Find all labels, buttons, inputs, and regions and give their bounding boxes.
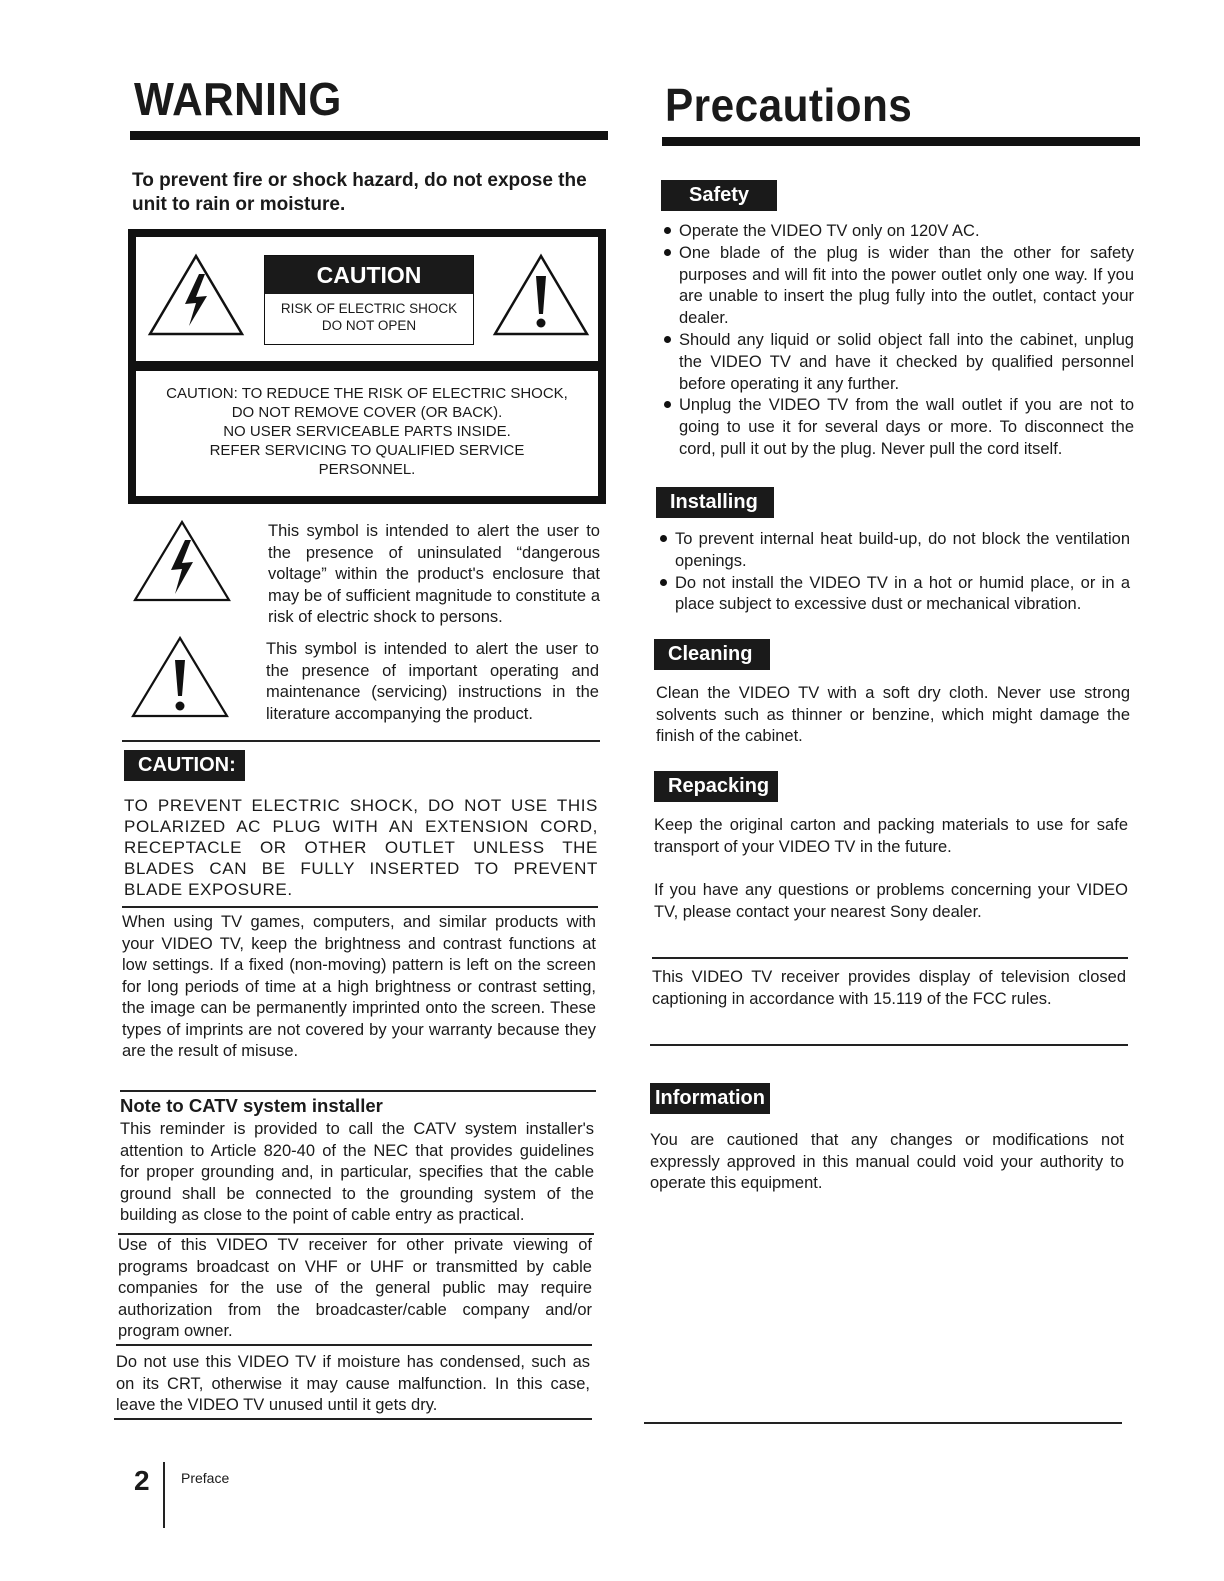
caution-box-line: DO NOT REMOVE COVER (OR BACK). <box>231 404 503 421</box>
instruction-symbol-text: This symbol is intended to alert the user to the presence of important operating and maintenance (servicing) instructions in the literature accompanying the product. <box>266 640 599 723</box>
divider <box>652 957 1128 959</box>
exclamation-triangle-icon <box>130 634 230 720</box>
divider <box>120 1090 596 1092</box>
caution-label-title: CAUTION <box>265 256 473 294</box>
warning-title-rule <box>130 131 608 140</box>
footer-divider <box>163 1462 165 1528</box>
divider <box>122 740 600 742</box>
safety-item: Operate the VIDEO TV only on 120V AC. <box>662 221 1134 243</box>
installing-item: Do not install the VIDEO TV in a hot or humid place, or in a place subject to excessive dust or mechanical vibration. <box>658 573 1130 617</box>
caution-box-divider <box>136 361 598 371</box>
installing-heading: Installing <box>656 487 774 518</box>
divider <box>114 1418 592 1420</box>
caution-label <box>264 255 474 345</box>
repacking-heading: Repacking <box>654 771 778 802</box>
divider <box>116 1344 592 1346</box>
captioning-text: This VIDEO TV receiver provides display of television closed captioning in accordance with 15.119 of the FCC rules. <box>652 968 1126 1008</box>
exclamation-triangle-icon <box>492 252 590 338</box>
cleaning-heading: Cleaning <box>654 639 770 670</box>
caution-label-sub1: RISK OF ELECTRIC SHOCK <box>280 301 458 316</box>
divider <box>650 1044 1128 1046</box>
fire-shock-warning: To prevent fire or shock hazard, do not expose the unit to rain or moisture. <box>132 170 587 215</box>
footer-section: Preface <box>181 1470 230 1486</box>
precautions-title: Precautions <box>665 79 913 131</box>
divider <box>122 906 598 908</box>
moisture-text: Do not use this VIDEO TV if moisture has condensed, such as on its CRT, otherwise it may cause malfunction. In this case, leave the VIDEO TV unused until it gets dry. <box>116 1353 590 1414</box>
repacking-text: Keep the original carton and packing materials to use for safe transport of your VIDEO TV in the future. <box>654 816 1128 856</box>
polarized-plug-caution: TO PREVENT ELECTRIC SHOCK, DO NOT USE THIS POLARIZED AC PLUG WITH AN EXTENSION CORD, RECEPTACLE OR OTHER OUTLET UNLESS THE BLADES CAN BE FULLY INSERTED TO PREVENT BLADE EXPOSURE. <box>124 796 598 899</box>
installing-item: To prevent internal heat build-up, do not block the ventilation openings. <box>658 529 1130 573</box>
safety-item: One blade of the plug is wider than the other for safety purposes and will fit into the power outlet only one way. If you are unable to insert the plug fully into the outlet, contact your dealer. <box>662 243 1134 330</box>
safety-item: Unplug the VIDEO TV from the wall outlet if you are not to going to use it for several days or more. To disconnect the cord, pull it out by the plug. Never pull the cord itself. <box>662 395 1134 460</box>
information-text: You are cautioned that any changes or modifications not expressly approved in this manual could void your authority to operate this equipment. <box>650 1131 1124 1192</box>
caution-box-line: NO USER SERVICEABLE PARTS INSIDE. <box>223 423 511 440</box>
tv-games-text: When using TV games, computers, and similar products with your VIDEO TV, keep the brightness and contrast functions at low settings. If a fixed (non-moving) pattern is left on the screen for long periods of time at a high brightness or contrast setting, the image can be permanently imprinted onto the screen. These types of imprints are not covered by your warranty because they are the result of misuse. <box>122 913 596 1060</box>
caution-box-line: REFER SERVICING TO QUALIFIED SERVICE <box>209 442 525 459</box>
divider <box>644 1422 1122 1424</box>
private-viewing-text: Use of this VIDEO TV receiver for other private viewing of programs broadcast on VHF or UHF or transmitted by cable companies for the use of the general public may require authorization from the broadcaster/cable company and/or program owner. <box>118 1236 592 1340</box>
safety-item: Should any liquid or solid object fall into the cabinet, unplug the VIDEO TV and have it checked by qualified personnel before operating it any further. <box>662 330 1134 395</box>
lightning-triangle-icon <box>147 252 245 338</box>
catv-text: This reminder is provided to call the CATV system installer's attention to Article 820-40 of the NEC that provides guidelines for proper grounding and, in particular, specifies that the cable ground shall be connected to the grounding system of the building as close to the point of cable entry as practical. <box>120 1120 594 1224</box>
warning-title: WARNING <box>134 73 342 125</box>
installing-list <box>658 529 1130 616</box>
information-heading: Information <box>650 1083 770 1114</box>
lightning-triangle-icon <box>132 518 232 604</box>
questions-text: If you have any questions or problems concerning your VIDEO TV, please contact your nearest Sony dealer. <box>654 881 1128 921</box>
caution-label-sub2: DO NOT OPEN <box>321 318 417 333</box>
voltage-symbol-text: This symbol is intended to alert the user to the presence of uninsulated “dangerous voltage” within the product's enclosure that may be of sufficient magnitude to constitute a risk of electric shock to persons. <box>268 522 600 626</box>
caution-box-line: PERSONNEL. <box>318 461 416 478</box>
page-number: 2 <box>134 1465 150 1496</box>
caution-box-line: CAUTION: TO REDUCE THE RISK OF ELECTRIC SHOCK, <box>166 385 568 402</box>
safety-list <box>662 221 1134 461</box>
precautions-title-rule <box>662 137 1140 146</box>
safety-heading: Safety <box>661 180 777 211</box>
catv-heading: Note to CATV system installer <box>120 1095 383 1116</box>
cleaning-text: Clean the VIDEO TV with a soft dry cloth. Never use strong solvents such as thinner or benzine, which might damage the finish of the cabinet. <box>656 684 1130 745</box>
caution-box-text <box>140 384 594 479</box>
caution-heading: CAUTION: <box>124 750 245 781</box>
